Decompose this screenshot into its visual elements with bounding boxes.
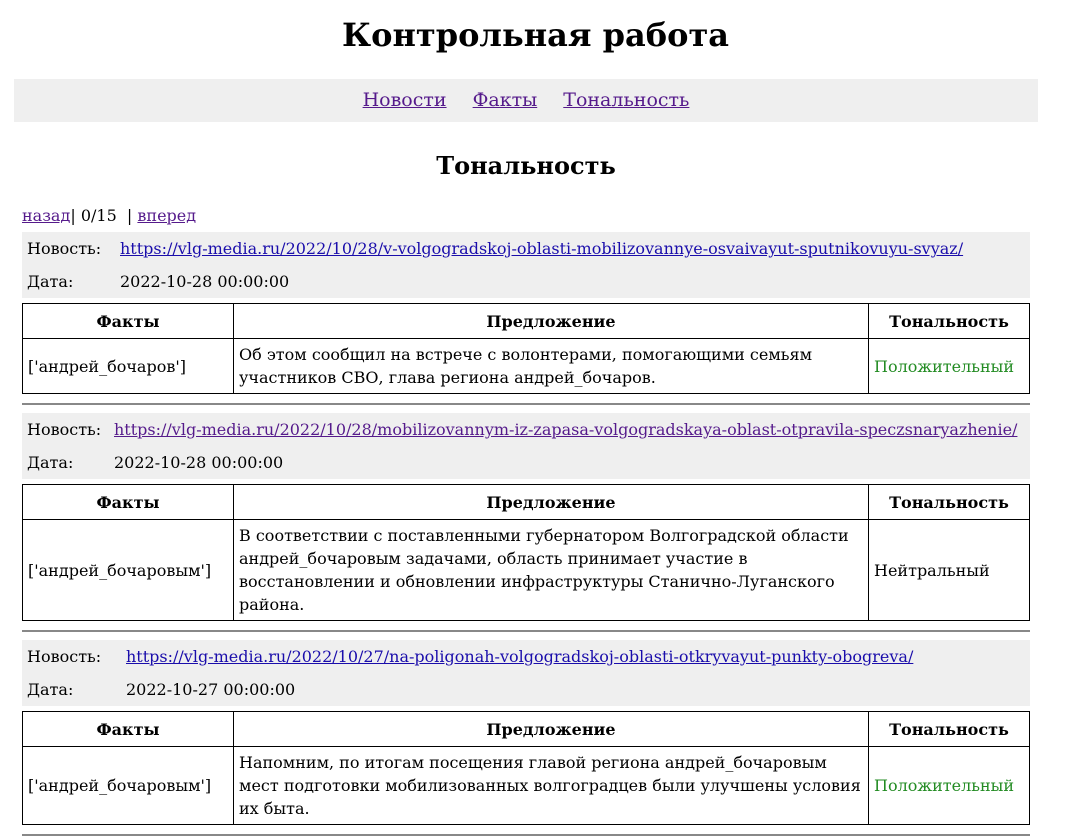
col-header-tone: Тональность [869,304,1030,339]
news-meta [22,413,1030,479]
col-header-sentence: Предложение [234,304,869,339]
news-label: Новость: [27,420,102,439]
col-header-sentence: Предложение [234,712,869,747]
col-header-sentence: Предложение [234,485,869,520]
facts-table [22,711,1030,825]
divider [22,630,1030,632]
pagination [22,205,196,227]
table-row [23,520,1030,621]
col-header-facts: Факты [23,485,234,520]
tone-cell: Положительный [869,339,1030,394]
nav-news-link[interactable]: Новости [362,89,447,111]
news-card [22,232,1030,394]
news-url-link[interactable]: https://vlg-media.ru/2022/10/27/na-poligonah-volgogradskoj-oblasti-otkryvayut-punkty-obogreva/ [126,647,914,666]
date-label: Дата: [27,453,74,472]
col-header-tone: Тональность [869,485,1030,520]
section-title: Тональность [436,151,616,180]
divider [22,403,1030,405]
divider [22,834,1030,836]
nav-facts-link[interactable]: Факты [472,89,538,111]
date-label: Дата: [27,680,74,699]
sentence-cell: Напомним, по итогам посещения главой региона андрей_бочаровым мест подготовки мобилизованных волгоградцев были улучшены условия их быта. [234,747,869,825]
nav-tone-link[interactable]: Тональность [563,89,690,111]
table-row [23,339,1030,394]
page-title: Контрольная работа [342,16,729,54]
page-position: 0/15 [80,206,117,225]
sentence-cell: В соответствии с поставленными губернатором Волгоградской области андрей_бочаровым задачами, область принимает участие в восстановлении и обновлении инфраструктуры Станично-Луганского района. [234,520,869,621]
sentence-cell: Об этом сообщил на встрече с волонтерами, помогающими семьям участников СВО, глава региона андрей_бочаров. [234,339,869,394]
news-date: 2022-10-28 00:00:00 [120,272,290,291]
tone-cell: Нейтральный [869,520,1030,621]
news-label: Новость: [27,239,102,258]
news-url-link[interactable]: https://vlg-media.ru/2022/10/28/mobilizovannym-iz-zapasa-volgogradskaya-oblast-otpravila-speczsnaryazhenie/ [114,420,1018,439]
pager-separator: | [70,206,76,225]
prev-page-link[interactable]: назад [22,206,71,225]
news-card [22,640,1030,825]
pager-separator: | [126,206,133,225]
next-page-link[interactable]: вперед [137,206,197,225]
col-header-facts: Факты [23,712,234,747]
facts-table [22,303,1030,394]
table-row [23,747,1030,825]
top-nav [14,79,1038,122]
facts-cell: ['андрей_бочаровым'] [23,747,234,825]
news-meta [22,232,1030,298]
facts-cell: ['андрей_бочаров'] [23,339,234,394]
news-label: Новость: [27,647,102,666]
col-header-tone: Тональность [869,712,1030,747]
facts-cell: ['андрей_бочаровым'] [23,520,234,621]
news-meta [22,640,1030,706]
news-url-link[interactable]: https://vlg-media.ru/2022/10/28/v-volgogradskoj-oblasti-mobilizovannye-osvaivayut-sputnikovuyu-svyaz/ [120,239,964,258]
news-card [22,413,1030,621]
date-label: Дата: [27,272,74,291]
facts-table [22,484,1030,621]
tone-cell: Положительный [869,747,1030,825]
news-date: 2022-10-27 00:00:00 [126,680,296,699]
col-header-facts: Факты [23,304,234,339]
news-date: 2022-10-28 00:00:00 [114,453,284,472]
